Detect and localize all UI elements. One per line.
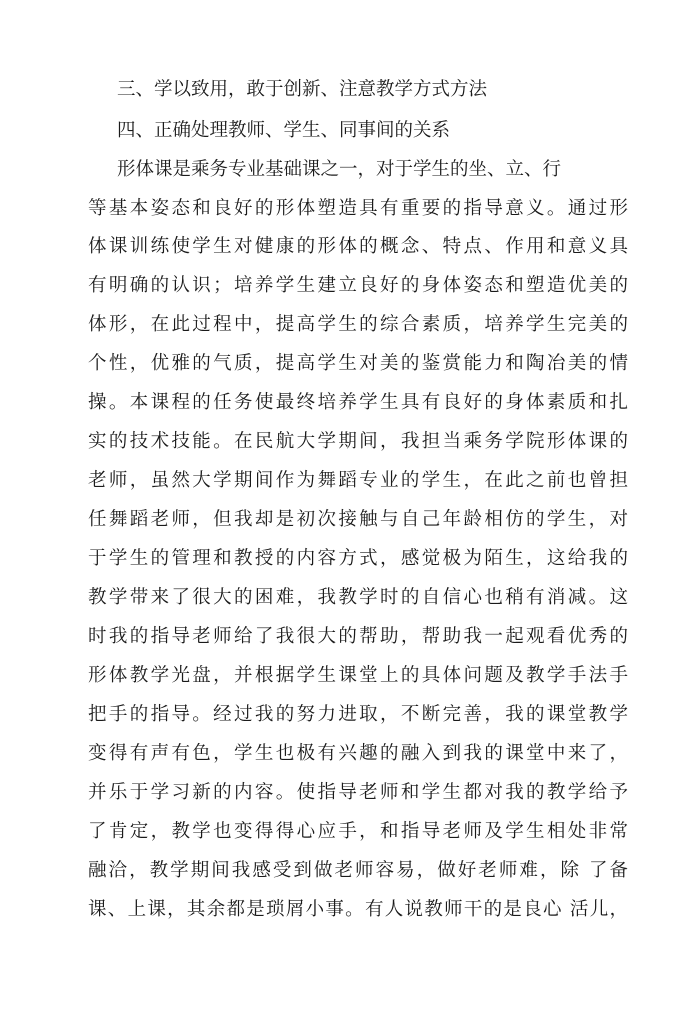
paragraph-line: 实的技术技能。在民航大学期间，我担当乘务学院形体课的: [88, 431, 628, 452]
paragraph-line: 教学带来了很大的困难，我教学时的自信心也稍有消减。这: [88, 587, 628, 608]
paragraph-line: 有明确的认识；培养学生建立良好的身体姿态和塑造优美的: [88, 275, 628, 296]
paragraph-line: 课、上课，其余都是琐屑小事。有人说教师干的是良心 活儿，: [88, 899, 628, 920]
paragraph-line: 形体课是乘务专业基础课之一，对于学生的坐、立、行: [117, 159, 562, 180]
paragraph-line: 体形，在此过程中，提高学生的综合素质，培养学生完美的: [88, 314, 628, 335]
paragraph-line: 并乐于学习新的内容。使指导老师和学生都对我的教学给予: [88, 782, 628, 803]
paragraph-line: 时我的指导老师给了我很大的帮助，帮助我一起观看优秀的: [88, 626, 628, 647]
paragraph-line: 了肯定，教学也变得得心应手，和指导老师及学生相处非常: [88, 821, 628, 842]
paragraph-line: 把手的指导。经过我的努力进取，不断完善，我的课堂教学: [88, 704, 628, 725]
paragraph-line: 于学生的管理和教授的内容方式，感觉极为陌生，这给我的: [88, 548, 628, 569]
section-heading-3: 三、学以致用，敢于创新、注意教学方式方法: [117, 79, 488, 100]
paragraph-line: 等基本姿态和良好的形体塑造具有重要的指导意义。通过形: [88, 198, 628, 219]
paragraph-line: 操。本课程的任务使最终培养学生具有良好的身体素质和扎: [88, 392, 628, 413]
paragraph-line: 个性，优雅的气质，提高学生对美的鉴赏能力和陶冶美的情: [88, 353, 628, 374]
paragraph-line: 变得有声有色，学生也极有兴趣的融入到我的课堂中来了，: [88, 743, 628, 764]
paragraph-line: 任舞蹈老师，但我却是初次接触与自己年龄相仿的学生，对: [88, 509, 628, 530]
paragraph-line: 体课训练使学生对健康的形体的概念、特点、作用和意义具: [88, 236, 628, 257]
paragraph-line: 形体教学光盘，并根据学生课堂上的具体问题及教学手法手: [88, 665, 628, 686]
paragraph-line: 融洽，教学期间我感受到做老师容易，做好老师难，除 了备: [88, 860, 628, 881]
section-heading-4: 四、正确处理教师、学生、同事间的关系: [117, 120, 451, 141]
paragraph-line: 老师，虽然大学期间作为舞蹈专业的学生，在此之前也曾担: [88, 470, 628, 491]
